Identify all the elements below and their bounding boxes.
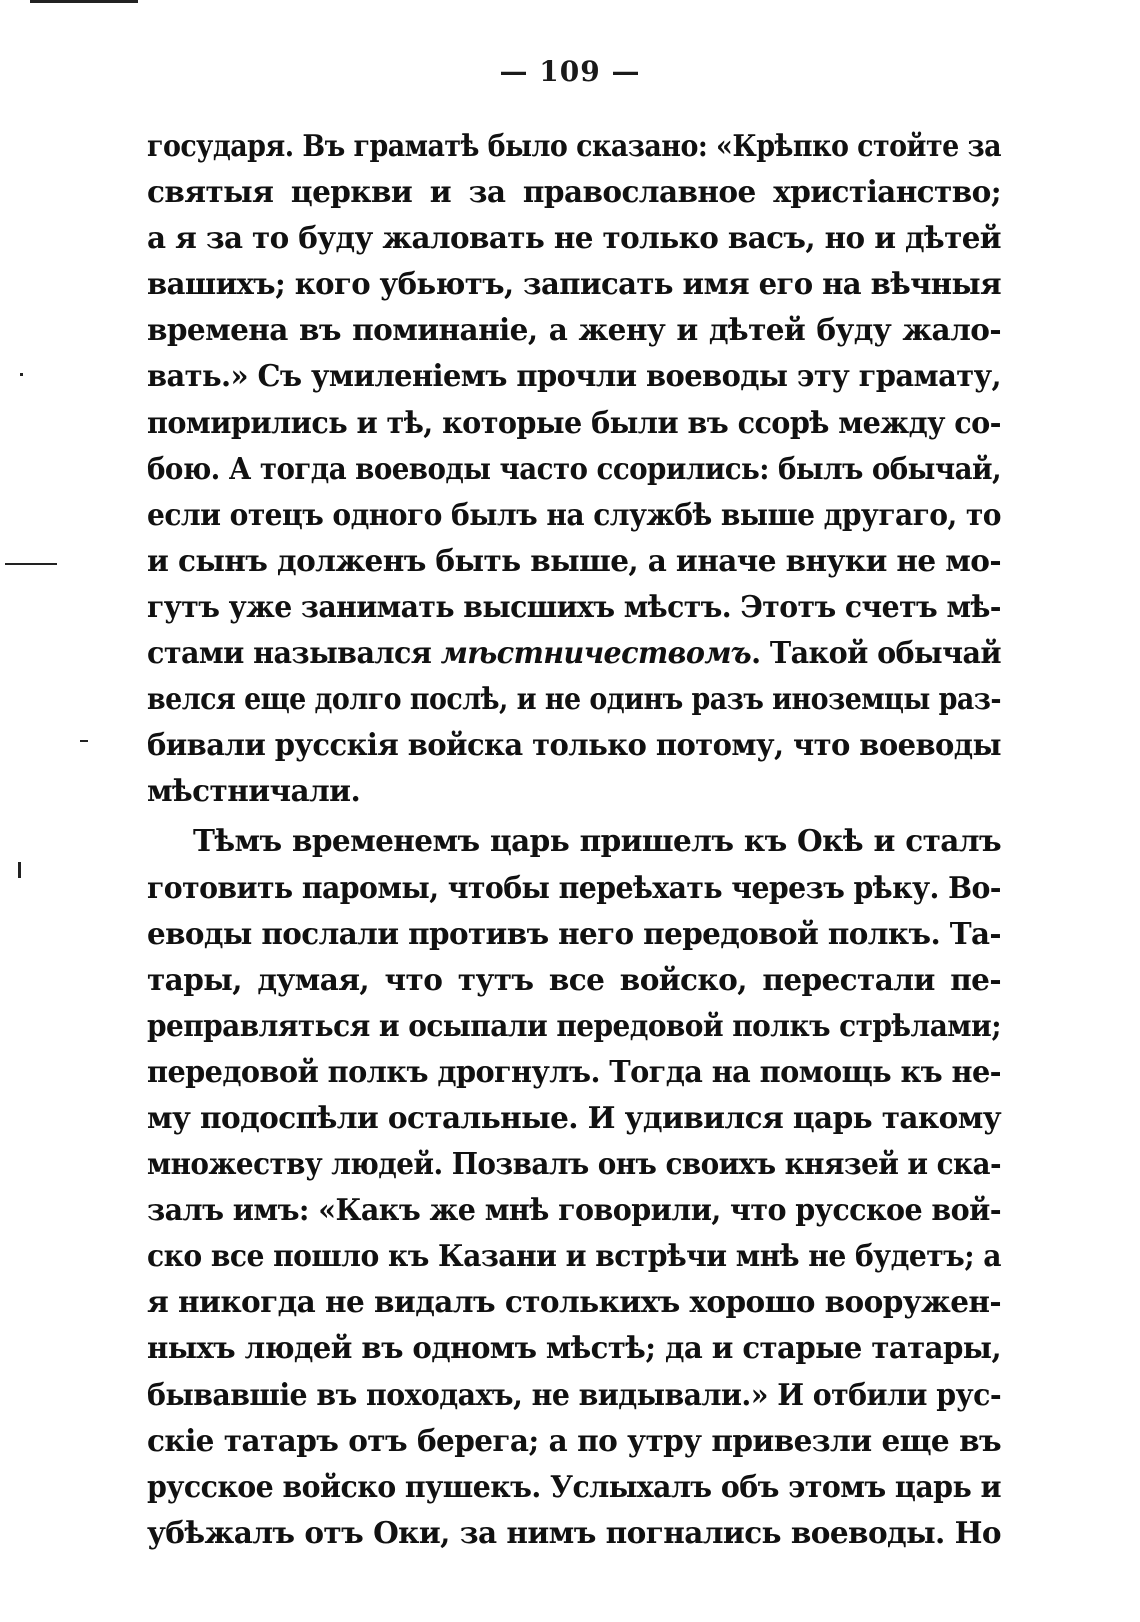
text-run: стами назывался bbox=[147, 635, 441, 671]
text-line: му подоспѣли остальные. И удивился царь такому bbox=[147, 1099, 1001, 1135]
scan-mark-left-dot-2 bbox=[80, 740, 88, 742]
text-line: Тѣмъ временемъ царь пришелъ къ Окѣ и сталъ bbox=[193, 823, 1001, 859]
text-line: убѣжалъ отъ Оки, за нимъ погнались воеводы. Но bbox=[147, 1514, 1001, 1550]
text-line: вать.» Съ умиленіемъ прочли воеводы эту грамату, bbox=[147, 358, 1001, 394]
body-text bbox=[147, 123, 1001, 1556]
text-run: . Такой обычай bbox=[751, 635, 1002, 671]
text-line: святыя церкви и за православное христіанство; bbox=[147, 174, 1001, 210]
text-line: мѣстничали. bbox=[147, 773, 361, 809]
text-line: помирились и тѣ, которые были въ ссорѣ между со- bbox=[147, 404, 1001, 440]
text-line: гутъ уже занимать высшихъ мѣстъ. Этотъ счетъ мѣ- bbox=[147, 588, 1001, 624]
page-number: — 109 — bbox=[499, 55, 641, 88]
text-line: еводы послали противъ него передовой полкъ. Та- bbox=[147, 915, 1002, 951]
text-line: залъ имъ: «Какъ же мнѣ говорили, что русское вой- bbox=[147, 1192, 1002, 1228]
paragraph-2 bbox=[147, 818, 1001, 1556]
text-line: готовить паромы, чтобы переѣхать черезъ рѣку. Во- bbox=[147, 869, 1001, 905]
text-line: бывавшіе въ походахъ, не видывали.» И отбили рус- bbox=[147, 1376, 1002, 1412]
text-line: тары, думая, что тутъ все войско, перестали пе- bbox=[147, 961, 1001, 997]
text-line: времена въ поминаніе, а жену и дѣтей буду жало- bbox=[147, 312, 1001, 348]
text-line: велся еще долго послѣ, и не одинъ разъ иноземцы раз- bbox=[147, 681, 1001, 717]
text-line-with-italic bbox=[147, 630, 1001, 676]
text-line: если отецъ одного былъ на службѣ выше другаго, то bbox=[147, 496, 1001, 532]
italic-term: мѣстничествомъ bbox=[440, 635, 752, 671]
text-line: вашихъ; кого убьютъ, записать имя его на вѣчныя bbox=[147, 266, 1001, 302]
scan-mark-left-tick bbox=[18, 862, 21, 878]
text-line: и сынъ долженъ быть выше, а иначе внуки не мо- bbox=[147, 542, 1001, 578]
text-line: государя. Въ граматѣ было сказано: «Крѣпко стойте за bbox=[147, 128, 1002, 163]
scan-mark-left-dash bbox=[5, 563, 57, 565]
text-line: русское войско пушекъ. Услыхалъ объ этомъ царь и bbox=[147, 1468, 1001, 1504]
text-line: я никогда не видалъ столькихъ хорошо вооружен- bbox=[147, 1284, 1001, 1320]
text-line: ско все пошло къ Казани и встрѣчи мнѣ не будетъ; а bbox=[147, 1238, 1002, 1274]
text-line: множеству людей. Позвалъ онъ своихъ князей и ска- bbox=[147, 1146, 1001, 1182]
text-line: передовой полкъ дрогнулъ. Тогда на помощь къ не- bbox=[147, 1053, 1001, 1089]
text-line: скіе татаръ отъ берега; а по утру привезли еще въ bbox=[147, 1422, 1001, 1458]
paragraph-1 bbox=[147, 123, 1001, 814]
text-line: а я за то буду жаловать не только васъ, но и дѣтей bbox=[147, 220, 1001, 256]
scan-mark-top-left bbox=[30, 0, 138, 3]
scan-mark-left-dot bbox=[20, 373, 23, 376]
text-line: реправляться и осыпали передовой полкъ стрѣлами; bbox=[147, 1007, 1001, 1043]
text-line: бою. А тогда воеводы часто ссорились: былъ обычай, bbox=[147, 450, 1002, 486]
text-line: бивали русскія войска только потому, что воеводы bbox=[147, 727, 1002, 763]
text-line: ныхъ людей въ одномъ мѣстѣ; да и старые татары, bbox=[147, 1330, 1002, 1366]
